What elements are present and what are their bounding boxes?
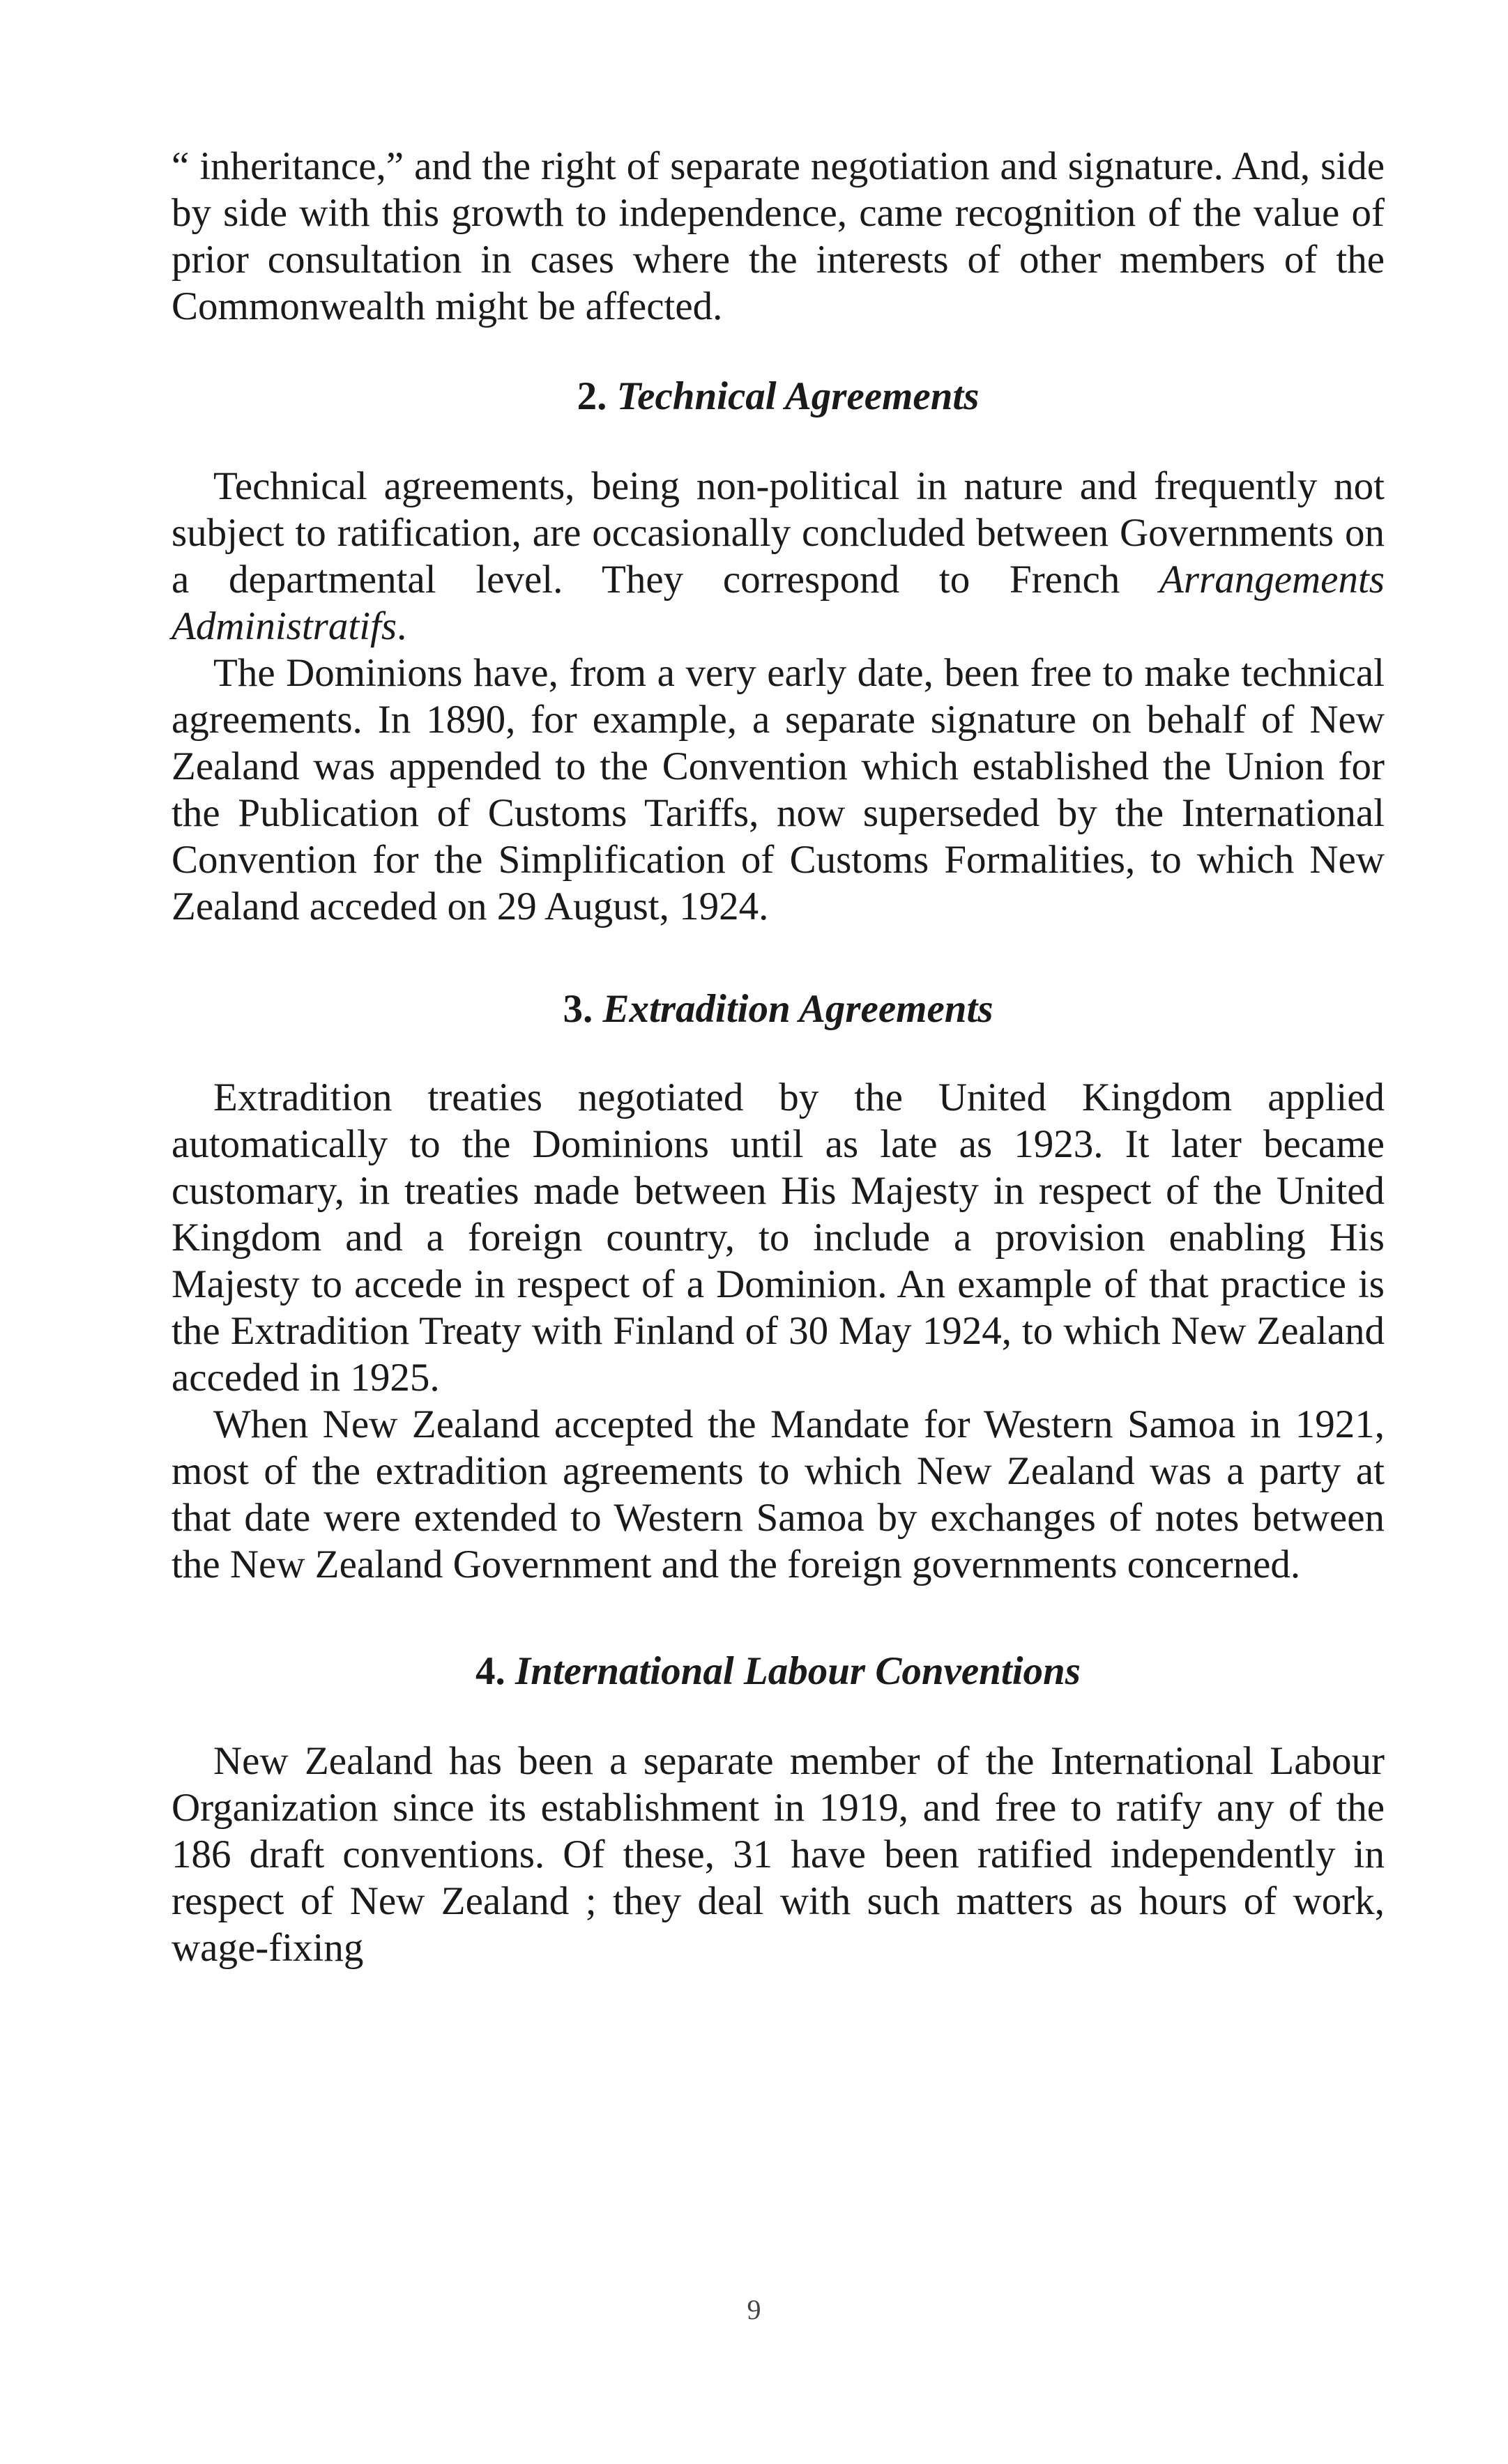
section-number: 3. (563, 987, 593, 1031)
section-heading-technical-agreements (172, 373, 1385, 420)
section-heading-extradition-agreements (172, 986, 1385, 1032)
section-title: Extradition Agreements (602, 987, 993, 1031)
paragraph: When New Zealand accepted the Mandate for Western Samoa in 1921, most of the extradition agreements to which New Zealand was a party at that date were extended to Western Samoa by exchanges of notes between the New Zealand Government and the foreign governments concerned. (172, 1402, 1385, 1586)
section-number: 2. (577, 374, 607, 418)
paragraph (172, 463, 1385, 650)
section-number: 4. (475, 1649, 505, 1693)
section-title: International Labour Conventions (515, 1649, 1081, 1693)
page-number: 9 (747, 2294, 761, 2325)
text-column (172, 143, 1385, 1971)
paragraph: New Zealand has been a separate member of the International Labour Organization since its establishment in 1919, and free to ratify any of the 186 draft conventions. Of these, 31 have been ratified independently in respect of New Zealand ; they deal with such matters as hours of work, wage-fixing (172, 1739, 1385, 1970)
paragraph-text: Technical agreements, being non-political in nature and frequently not subject to ratification, are occasionally concluded between Governments on a departmental level. They correspond to French (172, 464, 1385, 602)
paragraph-text: . (397, 604, 407, 648)
italic-term: Arrangements Administratifs (172, 558, 1385, 648)
paragraph: The Dominions have, from a very early date, been free to make technical agreements. In 1890, for example, a separate signature on behalf of New Zealand was appended to the Convention which established the Union for the Publication of Customs Tariffs, now superseded by the International Convention for the Simplification of Customs Formalities, to which New Zealand acceded on 29 August, 1924. (172, 651, 1385, 928)
section-title: Technical Agreements (616, 374, 980, 418)
intro-paragraph: “ inheritance,” and the right of separate negotiation and signature. And, side by side with this growth to independence, came recognition of the value of prior consultation in cases where the interests of other members of the Commonwealth might be affected. (172, 144, 1385, 328)
section-heading-international-labour-conventions (172, 1648, 1385, 1694)
paragraph: Extradition treaties negotiated by the United Kingdom applied automatically to the Dominions until as late as 1923. It later became customary, in treaties made between His Majesty in respect of the United Kingdom and a foreign country, to include a provision enabling His Majesty to accede in respect of a Dominion. An example of that practice is the Extradition Treaty with Finland of 30 May 1924, to which New Zealand acceded in 1925. (172, 1076, 1385, 1400)
